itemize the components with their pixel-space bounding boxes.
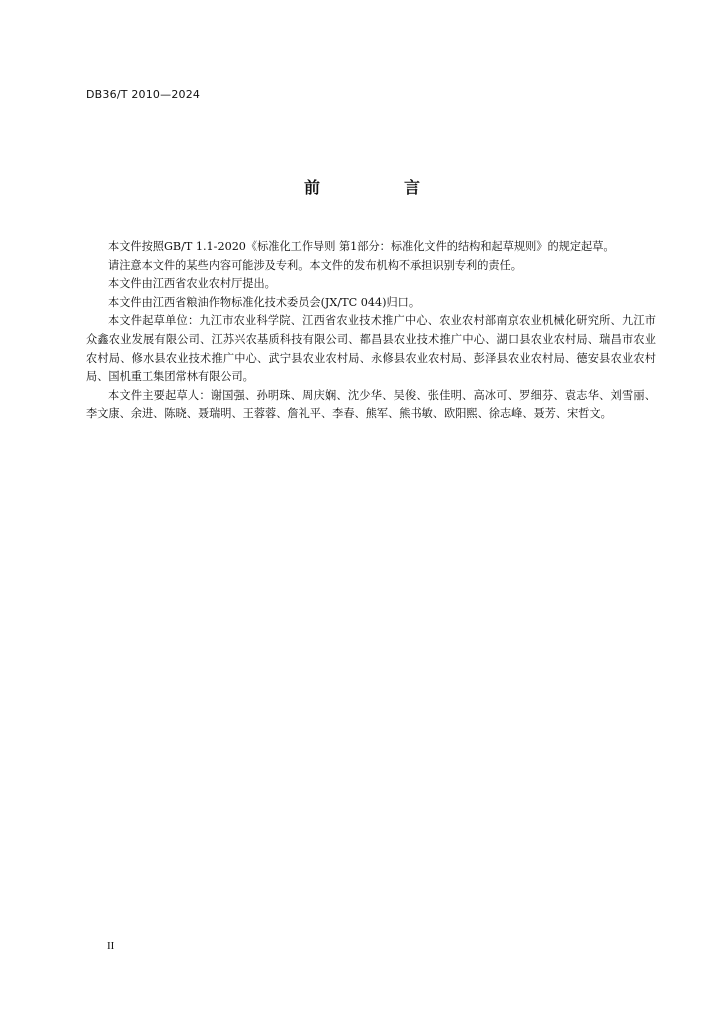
paragraph-proposer: 本文件由江西省农业农村厅提出。 [108, 277, 276, 291]
page-number: II [107, 940, 115, 952]
document-code: DB36/T 2010—2024 [86, 88, 201, 101]
page-title: 前 言 [303, 178, 454, 197]
paragraph-standard-basis: 本文件按照GB/T 1.1-2020《标准化工作导则 第1部分：标准化文件的结构和起草规则》的规定起草。 [108, 240, 615, 253]
paragraph-drafting-units: 本文件起草单位：九江市农业科学院、江西省农业技术推广中心、农业农村部南京农业机械化研究所、九江市众鑫农业发展有限公司、江苏兴农基质科技有限公司、都昌县农业技术推广中心、湖口县农业农村局、瑞昌市农业农村局、修水县农业技术推广中心、武宁县农业农村局、永修县农业农村局、彭泽县农业农村局、德安县农业农村局、国机重工集团常林有限公司。 [86, 314, 656, 384]
paragraph-main-drafters: 本文件主要起草人：谢国强、孙明珠、周庆娴、沈少华、吴俊、张佳明、高冰可、罗细芬、袁志华、刘雪丽、李文康、余进、陈晓、聂瑞明、王蓉蓉、詹礼平、李春、熊军、熊书敏、欧阳熙、徐志峰、聂芳、宋哲文。 [86, 388, 656, 421]
paragraph-patent-notice: 请注意本文件的某些内容可能涉及专利。本文件的发布机构不承担识别专利的责任。 [108, 258, 522, 272]
foreword-body [86, 238, 656, 424]
paragraph-technical-committee: 本文件由江西省粮油作物标准化技术委员会(JX/TC 044)归口。 [108, 295, 421, 309]
